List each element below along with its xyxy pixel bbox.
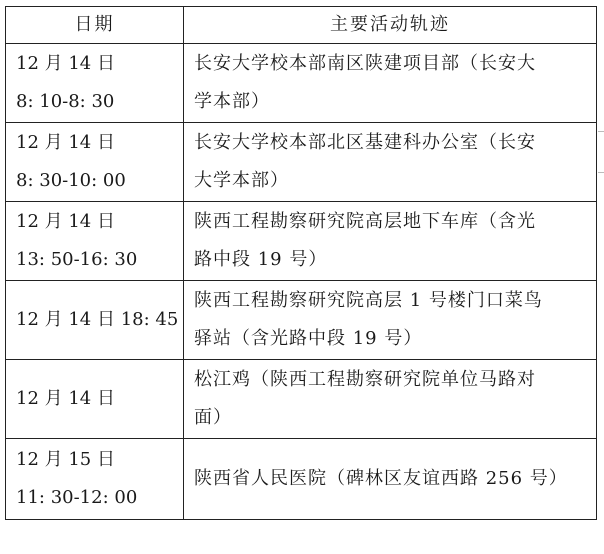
track-line: 驿站（含光路中段 19 号） bbox=[194, 328, 423, 349]
date-cell bbox=[6, 439, 184, 520]
time-line: 8: 30-10: 00 bbox=[16, 170, 126, 191]
page-edge-mark bbox=[598, 131, 604, 132]
header-date: 日期 bbox=[6, 7, 184, 44]
page-edge-mark bbox=[598, 172, 604, 173]
date-line: 12 月 15 日 bbox=[16, 449, 115, 470]
date-line: 12 月 14 日 bbox=[16, 211, 115, 232]
track-cell bbox=[184, 202, 597, 281]
time-line: 11: 30-12: 00 bbox=[16, 487, 138, 508]
track-line: 松江鸡（陕西工程勘察研究院单位马路对 bbox=[194, 369, 536, 390]
track-line: 大学本部） bbox=[194, 170, 289, 191]
track-line: 陕西工程勘察研究院高层地下车库（含光 bbox=[194, 211, 536, 232]
track-cell bbox=[184, 123, 597, 202]
date-line: 12 月 14 日 bbox=[16, 53, 115, 74]
track-line: 陕西省人民医院（碑林区友谊西路 256 号） bbox=[194, 468, 568, 489]
date-line: 12 月 14 日 18: 45 bbox=[16, 309, 179, 330]
time-line: 13: 50-16: 30 bbox=[16, 249, 138, 270]
date-cell bbox=[6, 123, 184, 202]
track-line: 路中段 19 号） bbox=[194, 249, 328, 270]
table-row bbox=[6, 281, 597, 360]
activity-trace-table bbox=[5, 6, 597, 520]
date-line: 12 月 14 日 bbox=[16, 388, 115, 409]
time-line: 8: 10-8: 30 bbox=[16, 91, 115, 112]
date-line: 12 月 14 日 bbox=[16, 132, 115, 153]
track-line: 面） bbox=[194, 407, 232, 428]
table-header-row bbox=[6, 7, 597, 44]
track-cell bbox=[184, 360, 597, 439]
table-row bbox=[6, 202, 597, 281]
track-cell bbox=[184, 44, 597, 123]
track-line: 长安大学校本部北区基建科办公室（长安 bbox=[194, 132, 536, 153]
track-line: 长安大学校本部南区陕建项目部（长安大 bbox=[194, 53, 536, 74]
track-cell bbox=[184, 439, 597, 520]
header-track: 主要活动轨迹 bbox=[184, 7, 597, 44]
date-cell bbox=[6, 202, 184, 281]
track-line: 学本部） bbox=[194, 91, 270, 112]
date-cell bbox=[6, 44, 184, 123]
date-cell bbox=[6, 360, 184, 439]
track-line: 陕西工程勘察研究院高层 1 号楼门口菜鸟 bbox=[194, 290, 543, 311]
table-row bbox=[6, 439, 597, 520]
date-cell bbox=[6, 281, 184, 360]
table-row bbox=[6, 360, 597, 439]
track-cell bbox=[184, 281, 597, 360]
table-row bbox=[6, 44, 597, 123]
table-row bbox=[6, 123, 597, 202]
